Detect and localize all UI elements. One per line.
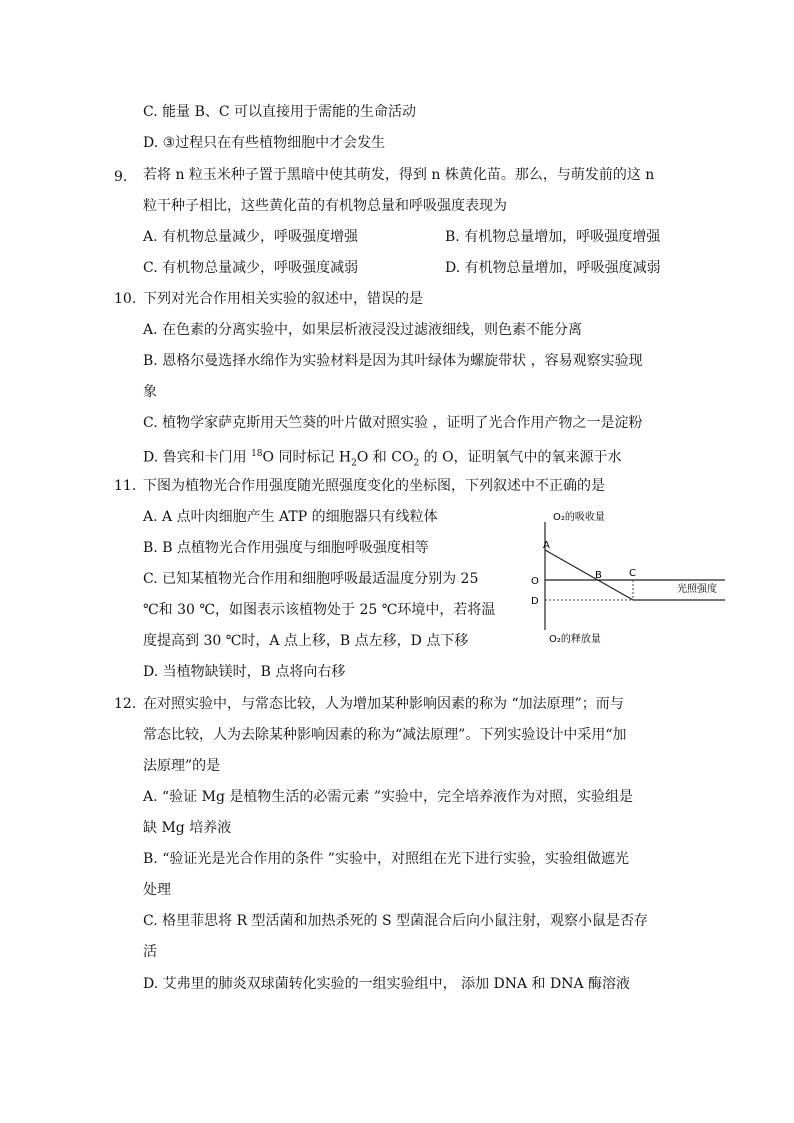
q10-option-d-text: 的 O，证明氧气中的氧来源于水 — [419, 449, 622, 466]
point-d-label: D — [531, 596, 539, 607]
q9-option-b: B. 有机物总量增加，呼吸强度增强 — [445, 229, 661, 245]
x-axis-label: 光照强度 — [677, 584, 717, 595]
y-top-label: O₂的吸收量 — [553, 512, 605, 523]
q12-option-b-line1: B. “验证光是光合作用的条件 ”实验中，对照组在光下进行实验，实验组做遮光 — [143, 851, 629, 867]
q12-option-c-line2: 活 — [143, 944, 157, 960]
diagram-svg — [525, 508, 760, 650]
superscript-18: 18 — [251, 449, 263, 459]
q11-option-c-line2: ℃和 30 ℃，如图表示该植物处于 25 ℃环境中，若将温 — [143, 602, 496, 618]
q12-stem-line2: 常态比较，人为去除某种影响因素的称为“减法原理”。下列实验设计中采用“加 — [143, 727, 627, 743]
question-number: 9. — [114, 169, 128, 185]
q10-option-a: A. 在色素的分离实验中，如果层析液浸没过滤液细线，则色素不能分离 — [143, 322, 583, 338]
q12-option-d: D. 艾弗里的肺炎双球菌转化实验的一组实验组中， 添加 DNA 和 DNA 酶溶液 — [143, 976, 631, 992]
q9-option-d: D. 有机物总量增加，呼吸强度减弱 — [445, 260, 661, 276]
q12-stem-line1: 在对照实验中，与常态比较，人为增加某种影响因素的称为 “加法原理”；而与 — [143, 696, 624, 712]
subscript-2: 2 — [351, 458, 357, 469]
q11-stem: 下图为植物光合作用强度随光照强度变化的坐标图，下列叙述中不正确的是 — [143, 478, 605, 494]
question-number: 10. — [114, 291, 137, 307]
q8-option-c: C. 能量 B、C 可以直接用于需能的生命活动 — [143, 104, 417, 120]
q8-option-d: D. ③过程只在有些植物细胞中才会发生 — [143, 135, 386, 151]
q12-stem-line3: 法原理”的是 — [143, 758, 221, 774]
q11-option-c-line1: C. 已知某植物光合作用和细胞呼吸最适温度分别为 25 — [143, 571, 479, 587]
question-number: 12. — [114, 696, 137, 712]
q11-option-c-line3: 度提高到 30 ℃时，A 点上移，B 点左移，D 点下移 — [143, 633, 469, 649]
q9-option-a: A. 有机物总量减少，呼吸强度增强 — [143, 229, 359, 245]
question-number: 11. — [114, 478, 137, 494]
origin-label: O — [531, 576, 539, 587]
subscript-2: 2 — [413, 458, 420, 469]
q10-stem: 下列对光合作用相关实验的叙述中，错误的是 — [143, 291, 423, 307]
q11-option-a: A. A 点叶肉细胞产生 ATP 的细胞器只有线粒体 — [143, 509, 438, 525]
q9-stem-line1: 若将 n 粒玉米种子置于黑暗中使其萌发，得到 n 株黄化苗。那么，与萌发前的这 n — [143, 167, 655, 183]
q9-stem-line2: 粒干种子相比，这些黄化苗的有机物总量和呼吸强度表现为 — [143, 198, 507, 214]
point-a-label: A — [543, 540, 550, 551]
q10-option-c: C. 植物学家萨克斯用天竺葵的叶片做对照实验 ，证明了光合作用产物之一是淀粉 — [143, 415, 643, 431]
q11-option-d: D. 当植物缺镁时，B 点将向右移 — [143, 664, 346, 680]
light-intensity-diagram — [525, 508, 760, 650]
q10-option-d-text: O 和 CO — [356, 449, 414, 466]
q10-option-b-line2: 象 — [143, 384, 157, 400]
point-c-label: C — [629, 568, 636, 579]
q10-option-d-text: O 同时标记 H — [262, 449, 352, 466]
q12-option-a-line2: 缺 Mg 培养液 — [143, 820, 232, 836]
q10-option-b-line1: B. 恩格尔曼选择水绵作为实验材料是因为其叶绿体为螺旋带状 ，容易观察实验现 — [143, 353, 643, 369]
q10-option-d-text: D. 鲁宾和卡门用 — [143, 449, 252, 466]
q12-option-b-line2: 处理 — [143, 882, 171, 898]
q12-option-c-line1: C. 格里菲思将 R 型活菌和加热杀死的 S 型菌混合后向小鼠注射，观察小鼠是否存 — [143, 913, 649, 929]
curve-descending — [545, 550, 633, 600]
point-b-label: B — [595, 570, 602, 581]
q11-option-b: B. B 点植物光合作用强度与细胞呼吸强度相等 — [143, 540, 429, 556]
q10-option-d — [143, 445, 622, 472]
q12-option-a-line1: A. “验证 Mg 是植物生活的必需元素 ”实验中，完全培养液作为对照，实验组是 — [143, 789, 633, 805]
y-bottom-label: O₂的释放量 — [549, 634, 601, 645]
q9-option-c: C. 有机物总量减少，呼吸强度减弱 — [143, 260, 359, 276]
